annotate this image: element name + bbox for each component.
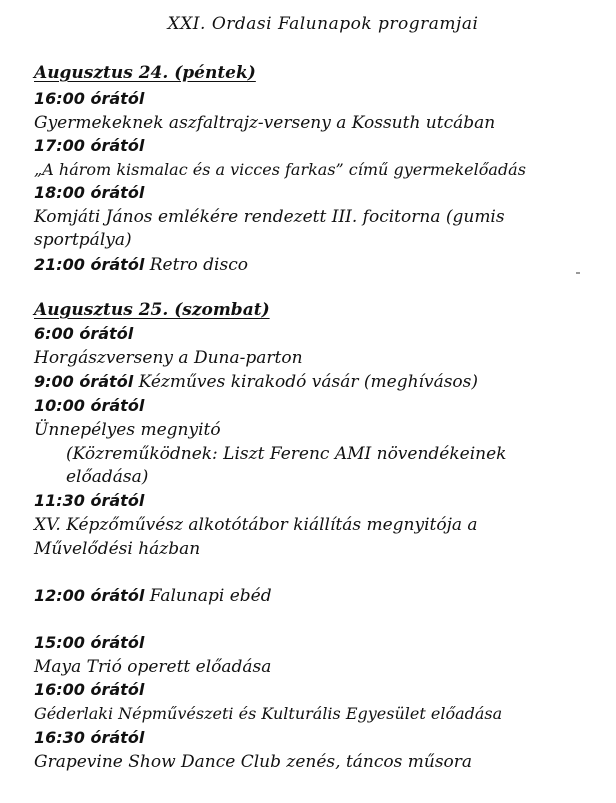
event-time: 10:00 órától xyxy=(34,396,145,415)
event-description: Maya Trió operett előadása xyxy=(34,657,272,677)
event-time: 12:00 órától xyxy=(34,586,145,605)
event-description-cont: Művelődési házban xyxy=(34,539,201,559)
event-description: XV. Képzőművész alkotótábor kiállítás megnyitója a xyxy=(34,515,478,535)
event-time: 9:00 órától xyxy=(34,372,134,391)
event-time: 16:30 órától xyxy=(34,728,145,747)
event-row xyxy=(34,254,248,276)
scan-speck xyxy=(576,272,580,274)
day-heading-saturday: Augusztus 25. (szombat) xyxy=(34,300,270,320)
event-description: „A három kismalac és a vicces farkas” című gyermekelőadás xyxy=(34,160,526,179)
event-description: Komjáti János emlékére rendezett III. focitorna (gumis xyxy=(34,207,505,227)
event-description: Horgászverseny a Duna-parton xyxy=(34,348,303,368)
event-description: Retro disco xyxy=(149,255,248,275)
day-heading-friday: Augusztus 24. (péntek) xyxy=(34,63,256,83)
event-description: Gyermekeknek aszfaltrajz-verseny a Kossuth utcában xyxy=(34,113,496,133)
event-description-cont: előadása) xyxy=(66,467,149,487)
event-description: Géderlaki Népművészeti és Kulturális Egyesület előadása xyxy=(34,704,503,723)
event-description-cont: sportpálya) xyxy=(34,230,132,250)
event-description: Grapevine Show Dance Club zenés, táncos műsora xyxy=(34,752,473,772)
event-description-cont: (Közreműködnek: Liszt Ferenc AMI növendékeinek xyxy=(66,444,507,464)
event-time: 17:00 órától xyxy=(34,136,145,155)
event-time: 15:00 órától xyxy=(34,633,145,652)
event-time: 11:30 órától xyxy=(34,491,145,510)
event-description: Kézműves kirakodó vásár (meghívásos) xyxy=(138,372,479,392)
event-description: Ünnepélyes megnyitó xyxy=(34,420,221,440)
page-title: XXI. Ordasi Falunapok programjai xyxy=(167,14,479,34)
event-row xyxy=(34,371,478,393)
event-time: 18:00 órától xyxy=(34,183,145,202)
event-time: 21:00 órától xyxy=(34,255,145,274)
event-time: 16:00 órától xyxy=(34,680,145,699)
event-time: 16:00 órától xyxy=(34,89,145,108)
event-description: Falunapi ebéd xyxy=(149,586,272,606)
event-row xyxy=(34,585,272,607)
event-time: 6:00 órától xyxy=(34,324,134,343)
